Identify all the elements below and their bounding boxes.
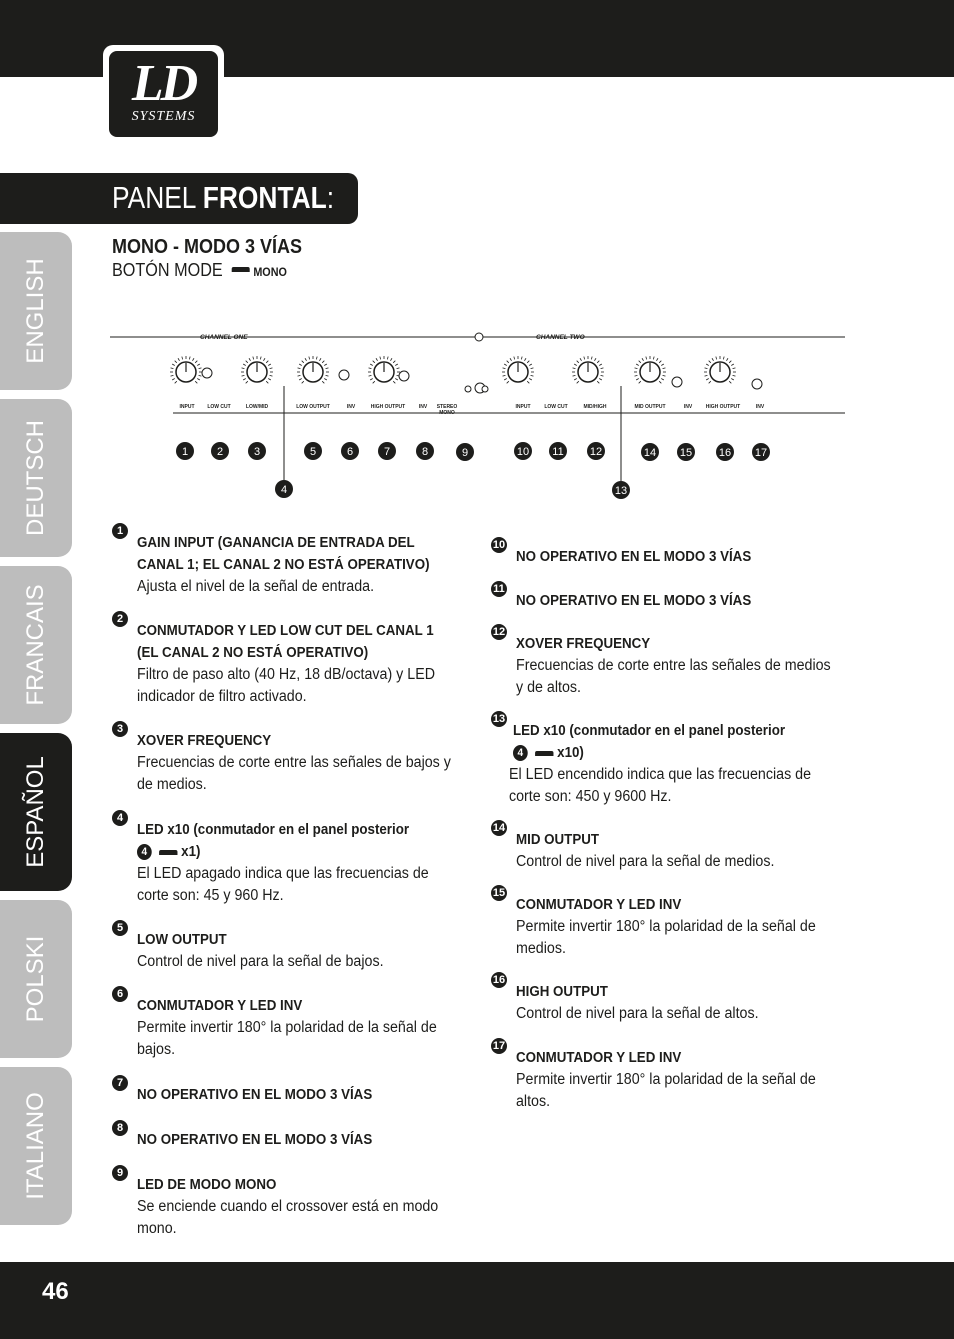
panel-label: INPUT xyxy=(515,404,531,410)
panel-label: INV xyxy=(418,404,428,410)
button-icon xyxy=(535,751,553,756)
svg-text:16: 16 xyxy=(718,447,732,459)
panel-label: INPUT xyxy=(179,404,195,410)
switch-button xyxy=(752,379,762,389)
button-icon xyxy=(232,267,250,272)
knob xyxy=(704,356,736,383)
panel-label: MONO xyxy=(439,410,455,416)
list-item: 12 XOVER FREQUENCY Frecuencias de corte entre las señales de medios y de altos. xyxy=(492,626,831,696)
panel-label: MID/HIGH xyxy=(583,404,607,410)
panel-callouts xyxy=(176,386,770,499)
callout-marker xyxy=(341,442,359,460)
knob xyxy=(368,356,400,383)
panel-label: HIGH OUTPUT xyxy=(705,404,741,410)
switch-button xyxy=(202,368,212,378)
svg-text:13: 13 xyxy=(614,485,628,497)
svg-text:12: 12 xyxy=(589,446,603,458)
svg-text:3: 3 xyxy=(253,446,261,458)
section-title: MONO - MODO 3 VÍAS xyxy=(112,236,303,258)
list-item: 8 NO OPERATIVO EN EL MODO 3 VÍAS xyxy=(137,1129,477,1151)
list-item: 5 LOW OUTPUT Control de nivel para la señal de bajos. xyxy=(137,929,477,973)
logo-sub: SYSTEMS xyxy=(131,109,196,124)
tab-francais[interactable]: FRANCAIS xyxy=(0,566,72,724)
list-item: 14 MID OUTPUT Control de nivel para la señal de medios. xyxy=(492,822,775,870)
button-icon xyxy=(159,850,177,855)
svg-text:8: 8 xyxy=(421,446,429,458)
callout-marker xyxy=(641,443,659,461)
led xyxy=(465,386,471,392)
list-item: 7 NO OPERATIVO EN EL MODO 3 VÍAS xyxy=(137,1084,477,1106)
callout-marker xyxy=(275,480,293,498)
list-item: 17 CONMUTADOR Y LED INV Permite invertir 180° la polaridad de la señal de altos. xyxy=(492,1040,816,1110)
logo-main: LD xyxy=(131,55,196,112)
channel-one-label: CHANNEL ONE xyxy=(200,334,248,341)
list-item: 16 HIGH OUTPUT Control de nivel para la señal de altos. xyxy=(492,974,759,1022)
svg-text:4: 4 xyxy=(280,484,288,496)
knob xyxy=(241,356,273,383)
list-item: 3 XOVER FREQUENCY Frecuencias de corte entre las señales de bajos y de medios. xyxy=(137,730,477,796)
channel-two-label: CHANNEL TWO xyxy=(536,334,585,341)
knob xyxy=(634,356,666,383)
panel-label: HIGH OUTPUT xyxy=(370,404,406,410)
tab-espanol[interactable]: ESPAÑOL xyxy=(0,733,72,891)
tab-polski[interactable]: POLSKI xyxy=(0,900,72,1058)
led xyxy=(482,386,488,392)
page-number: 46 xyxy=(42,1278,69,1305)
svg-text:1: 1 xyxy=(181,446,189,458)
tab-english[interactable]: ENGLISH xyxy=(0,232,72,390)
bottom-bar xyxy=(0,1262,954,1339)
knob xyxy=(297,356,329,383)
callout-marker xyxy=(211,442,229,460)
callout-marker xyxy=(248,442,266,460)
switch-button xyxy=(399,371,409,381)
panel-knobs xyxy=(170,356,762,393)
panel-label: LOW CUT xyxy=(207,404,231,410)
svg-text:17: 17 xyxy=(754,447,768,459)
list-item: 9 LED DE MODO MONO Se enciende cuando el crossover está en modo mono. xyxy=(137,1174,477,1240)
svg-text:5: 5 xyxy=(309,446,317,458)
callout-marker xyxy=(587,442,605,460)
mode-value: MONO xyxy=(253,265,287,279)
svg-text:11: 11 xyxy=(552,446,564,458)
list-item: 4 LED x10 (conmutador en el panel posterior 4 x1) El LED apagado indica que las frecuencias de corte son: 45 y 960 Hz. xyxy=(137,819,477,907)
tab-italiano[interactable]: ITALIANO xyxy=(0,1067,72,1225)
list-item: 10 NO OPERATIVO EN EL MODO 3 VÍAS xyxy=(492,539,752,565)
mode-line xyxy=(112,260,287,281)
switch-button xyxy=(339,370,349,380)
svg-text:15: 15 xyxy=(679,447,693,459)
panel-label: MID OUTPUT xyxy=(634,404,666,410)
panel-labels xyxy=(180,404,765,416)
svg-text:9: 9 xyxy=(461,447,469,459)
svg-text:2: 2 xyxy=(216,446,224,458)
callout-marker xyxy=(612,481,630,499)
panel-label: INV xyxy=(755,404,765,410)
panel-label: LOW OUTPUT xyxy=(296,404,330,410)
knob xyxy=(502,356,534,383)
svg-text:10: 10 xyxy=(516,446,530,458)
list-item: 1 GAIN INPUT (GANANCIA DE ENTRADA DEL CANAL 1; EL CANAL 2 NO ESTÁ OPERATIVO) Ajusta el nivel de la señal de entrada. xyxy=(137,532,477,598)
page-title-bar xyxy=(0,173,358,224)
svg-text:14: 14 xyxy=(643,447,657,459)
list-item: 11 NO OPERATIVO EN EL MODO 3 VÍAS xyxy=(516,590,856,612)
switch-button xyxy=(672,377,682,387)
panel-label: LOW CUT xyxy=(544,404,568,410)
svg-text:6: 6 xyxy=(346,446,354,458)
callout-marker xyxy=(378,442,396,460)
callout-marker xyxy=(456,443,474,461)
callout-marker xyxy=(304,442,322,460)
list-item: 13 LED x10 (conmutador en el panel posterior 4 x10) El LED encendido indica que las frecuencias de corte son: 450 y 9600 Hz. xyxy=(492,713,812,805)
callout-marker xyxy=(549,442,567,460)
svg-text:7: 7 xyxy=(383,446,391,458)
panel-label: INV xyxy=(346,404,356,410)
knob xyxy=(572,356,604,383)
callout-marker xyxy=(752,443,770,461)
knob xyxy=(170,356,202,383)
mode-label: BOTÓN MODE xyxy=(112,260,223,280)
callout-marker xyxy=(176,442,194,460)
callout-marker xyxy=(416,442,434,460)
callout-marker xyxy=(514,442,532,460)
front-panel-diagram xyxy=(110,326,845,504)
panel-label: INV xyxy=(683,404,693,410)
panel-label: STEREO xyxy=(436,404,458,410)
list-item: 2 CONMUTADOR Y LED LOW CUT DEL CANAL 1 (EL CANAL 2 NO ESTÁ OPERATIVO) Filtro de paso alto (40 Hz, 18 dB/octava) y LED indicador de filtro activado. xyxy=(137,620,477,708)
ld-systems-logo xyxy=(109,51,218,137)
list-item: 15 CONMUTADOR Y LED INV Permite invertir 180° la polaridad de la señal de medios. xyxy=(492,887,816,957)
callout-marker xyxy=(677,443,695,461)
callout-marker xyxy=(716,443,734,461)
tab-deutsch[interactable]: DEUTSCH xyxy=(0,399,72,557)
panel-label: LOW/MID xyxy=(245,404,269,410)
list-item: 6 CONMUTADOR Y LED INV Permite invertir 180° la polaridad de la señal de bajos. xyxy=(137,995,477,1061)
page-title: PANEL FRONTAL: xyxy=(112,180,335,215)
